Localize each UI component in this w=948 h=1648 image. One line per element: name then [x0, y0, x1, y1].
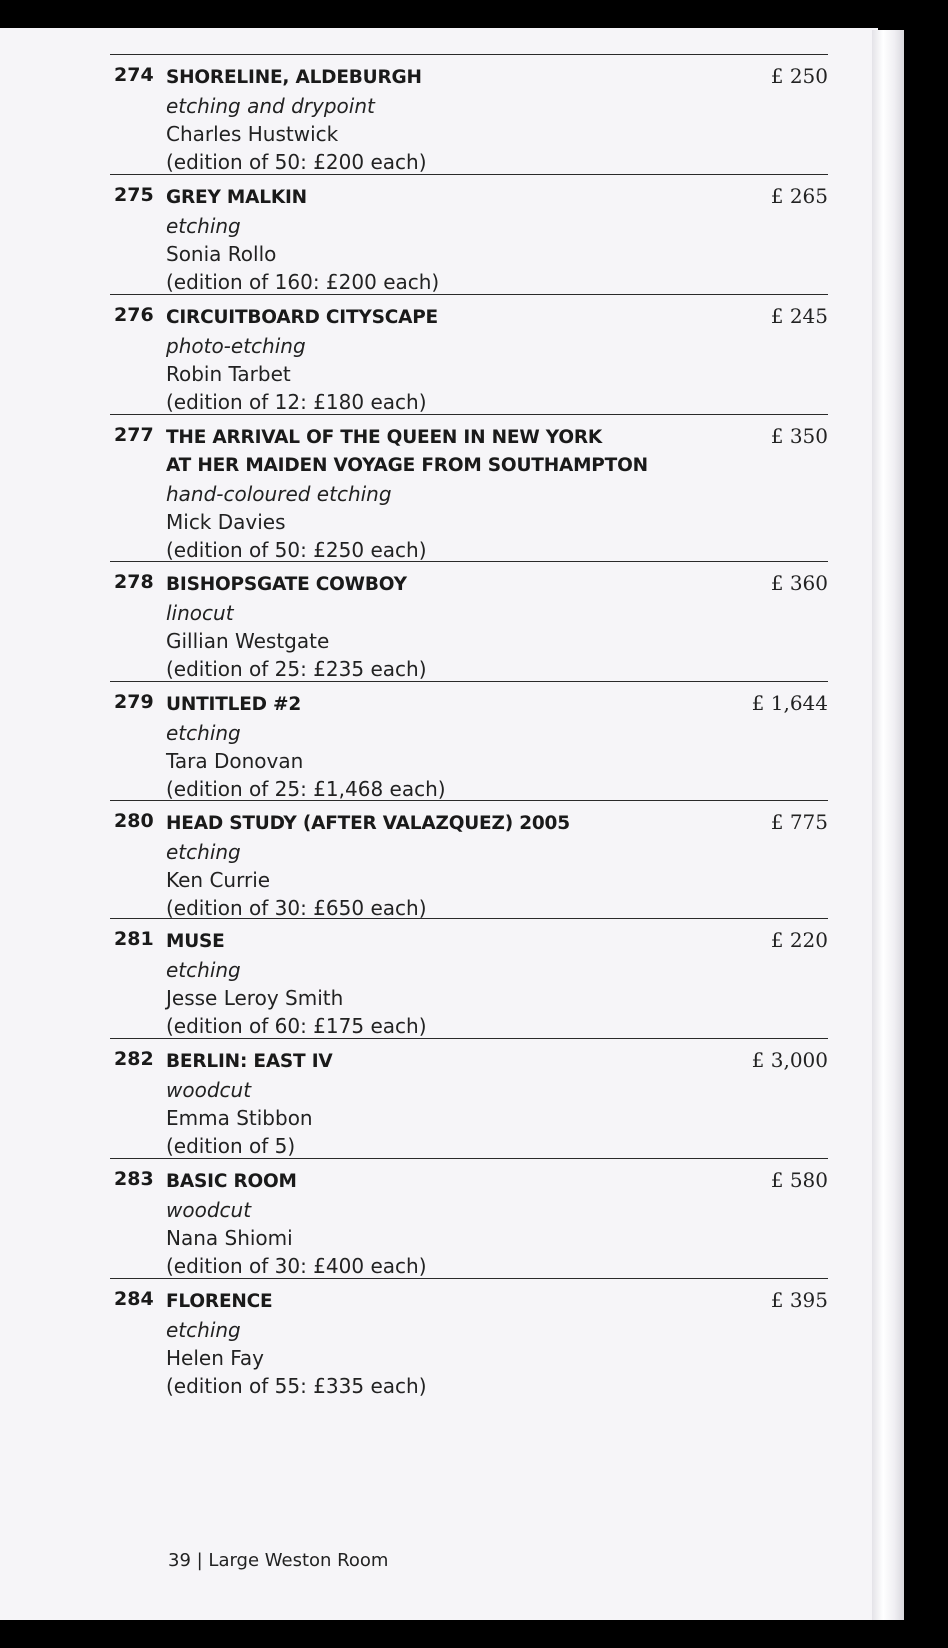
price: £ 245 [770, 304, 828, 328]
artist-name: Helen Fay [166, 1346, 264, 1370]
artwork-medium: woodcut [166, 1198, 252, 1222]
artwork-medium: photo-etching [166, 334, 306, 358]
artist-name: Charles Hustwick [166, 122, 339, 146]
lot-number: 284 [114, 1288, 154, 1310]
price: £ 360 [770, 571, 828, 595]
artwork-medium: linocut [166, 601, 234, 625]
entry-details [166, 184, 726, 296]
catalogue-entry [110, 414, 828, 562]
entry-details [166, 1168, 726, 1280]
entry-details [166, 1288, 726, 1400]
artist-name: Mick Davies [166, 510, 286, 534]
artist-name: Ken Currie [166, 868, 271, 892]
lot-number: 280 [114, 810, 154, 832]
artwork-title: AT HER MAIDEN VOYAGE FROM SOUTHAMPTON [166, 455, 648, 476]
entry-details [166, 424, 726, 564]
edition-info: (edition of 160: £200 each) [166, 270, 440, 294]
edition-info: (edition of 12: £180 each) [166, 390, 427, 414]
artist-name: Jesse Leroy Smith [166, 986, 344, 1010]
price: £ 265 [770, 184, 828, 208]
lot-number: 277 [114, 424, 154, 446]
edition-info: (edition of 25: £235 each) [166, 657, 427, 681]
price: £ 3,000 [751, 1048, 828, 1072]
edition-info: (edition of 50: £200 each) [166, 150, 427, 174]
edition-info: (edition of 30: £400 each) [166, 1254, 427, 1278]
price: £ 220 [770, 928, 828, 952]
artist-name: Robin Tarbet [166, 362, 291, 386]
edition-info: (edition of 25: £1,468 each) [166, 777, 446, 801]
entry-details [166, 810, 726, 922]
catalogue-entry [110, 918, 828, 1038]
lot-number: 276 [114, 304, 154, 326]
lot-number: 275 [114, 184, 154, 206]
edition-info: (edition of 60: £175 each) [166, 1014, 427, 1038]
catalogue-entry [110, 1038, 828, 1158]
artwork-medium: etching and drypoint [166, 94, 375, 118]
artist-name: Sonia Rollo [166, 242, 277, 266]
artist-name: Emma Stibbon [166, 1106, 313, 1130]
price: £ 580 [770, 1168, 828, 1192]
lot-number: 278 [114, 571, 154, 593]
artwork-medium: etching [166, 721, 241, 745]
price: £ 350 [770, 424, 828, 448]
catalogue-entry [110, 174, 828, 294]
artist-name: Gillian Westgate [166, 629, 330, 653]
entry-details [166, 64, 726, 176]
catalogue-entry [110, 681, 828, 801]
entry-details [166, 928, 726, 1040]
lot-number: 283 [114, 1168, 154, 1190]
artwork-medium: etching [166, 1318, 241, 1342]
artwork-title: THE ARRIVAL OF THE QUEEN IN NEW YORK [166, 427, 603, 448]
price: £ 775 [770, 810, 828, 834]
entry-details [166, 571, 726, 683]
page-footer: 39 | Large Weston Room [168, 1550, 389, 1571]
entry-details [166, 1048, 726, 1160]
artwork-title: MUSE [166, 931, 225, 952]
edition-info: (edition of 50: £250 each) [166, 538, 427, 562]
entry-details [166, 691, 726, 803]
artwork-medium: etching [166, 958, 241, 982]
artwork-title: FLORENCE [166, 1291, 273, 1312]
artwork-title: UNTITLED #2 [166, 694, 302, 715]
artwork-title: BASIC ROOM [166, 1171, 297, 1192]
price: £ 250 [770, 64, 828, 88]
edition-info: (edition of 55: £335 each) [166, 1374, 427, 1398]
price: £ 395 [770, 1288, 828, 1312]
catalogue-entry [110, 1158, 828, 1278]
lot-number: 281 [114, 928, 154, 950]
artwork-title: GREY MALKIN [166, 187, 307, 208]
page-edge [872, 30, 904, 1620]
lot-number: 282 [114, 1048, 154, 1070]
artwork-title: CIRCUITBOARD CITYSCAPE [166, 307, 438, 328]
artwork-medium: etching [166, 840, 241, 864]
catalogue-entry [110, 800, 828, 920]
catalogue-entry [110, 1278, 828, 1398]
lot-number: 279 [114, 691, 154, 713]
catalogue-entry [110, 294, 828, 414]
artwork-medium: woodcut [166, 1078, 252, 1102]
artwork-medium: etching [166, 214, 241, 238]
artist-name: Nana Shiomi [166, 1226, 293, 1250]
artwork-title: BISHOPSGATE COWBOY [166, 574, 407, 595]
artwork-title: BERLIN: EAST IV [166, 1051, 333, 1072]
artwork-medium: hand-coloured etching [166, 482, 392, 506]
price: £ 1,644 [751, 691, 828, 715]
artwork-title: HEAD STUDY (AFTER VALAZQUEZ) 2005 [166, 813, 570, 834]
catalogue-entry [110, 561, 828, 681]
edition-info: (edition of 5) [166, 1134, 296, 1158]
artist-name: Tara Donovan [166, 749, 304, 773]
lot-number: 274 [114, 64, 154, 86]
entry-details [166, 304, 726, 416]
edition-info: (edition of 30: £650 each) [166, 896, 427, 920]
catalogue-entry [110, 54, 828, 174]
artwork-title: SHORELINE, ALDEBURGH [166, 67, 422, 88]
